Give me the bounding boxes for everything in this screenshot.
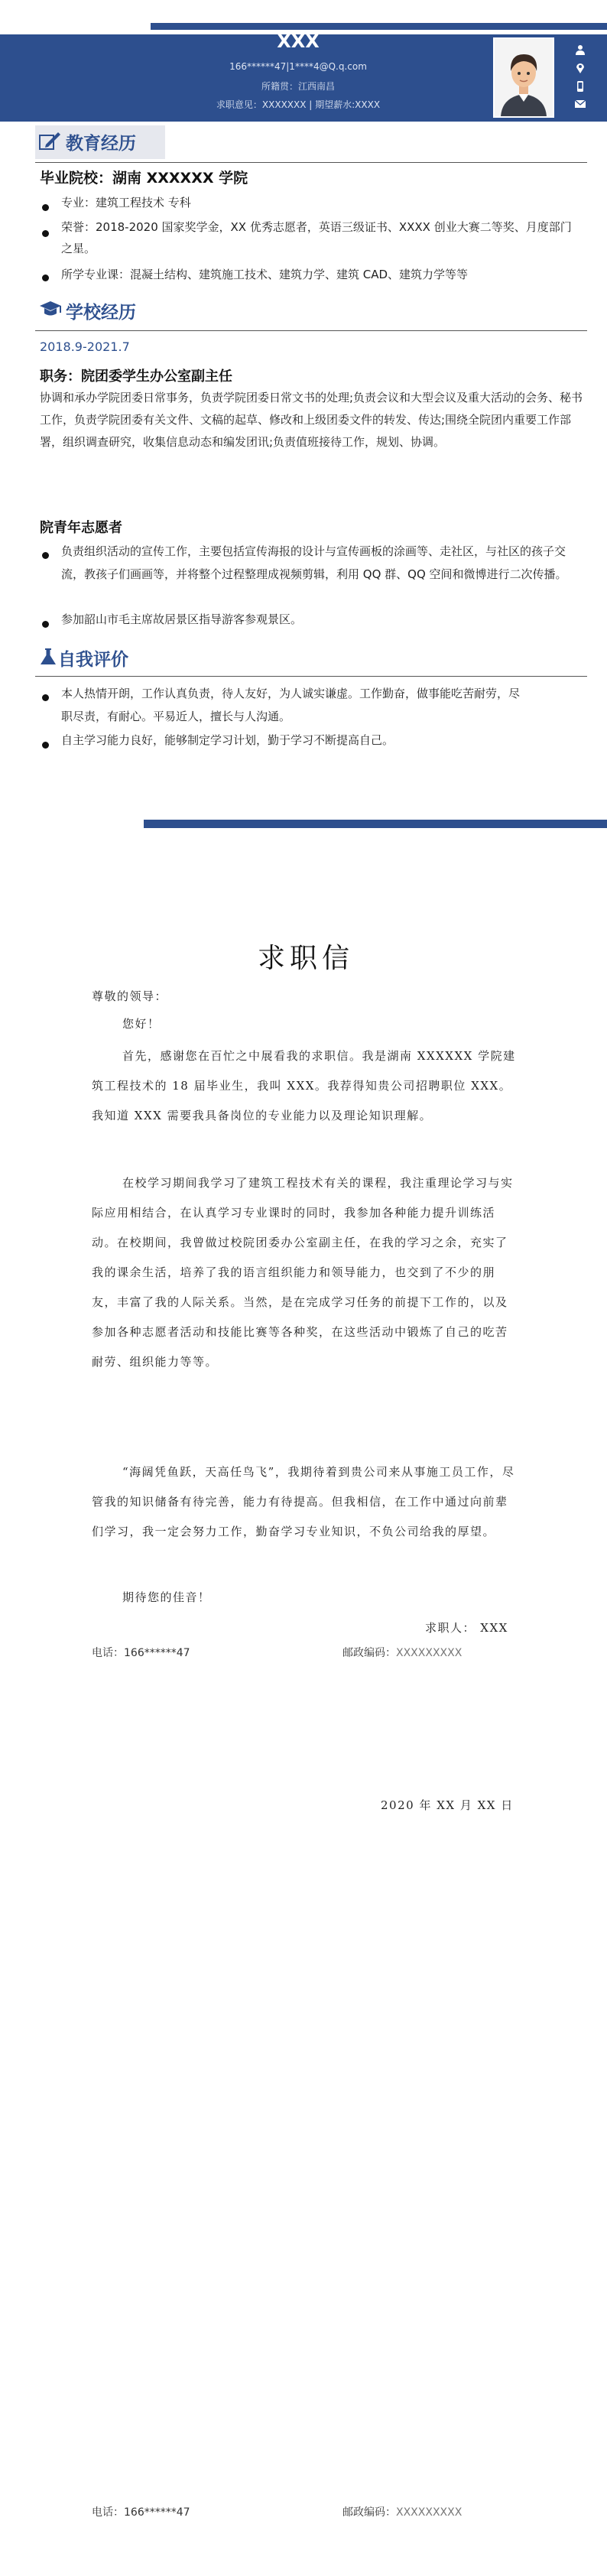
section-divider — [35, 676, 587, 677]
phone-icon — [573, 81, 587, 92]
postcode-label: 邮政编码： — [342, 1647, 396, 1659]
bullet — [42, 230, 49, 237]
self-eval-item: 自主学习能力良好，能够制定学习计划，勤于学习不断提高自己。 — [61, 733, 394, 747]
phone-value: 166******47 — [124, 1647, 190, 1659]
bullet — [42, 621, 49, 628]
self-eval-item: 本人热情开朗，工作认真负责，待人友好，为人诚实谦虚。工作勤奋，做事能吃苦耐劳，尽职尽责，有耐心。平易近人，擅长与人沟通。 — [61, 687, 521, 723]
letter-signature: 求职人： XXX — [425, 1621, 508, 1635]
self-eval-title: 自我评价 — [58, 650, 128, 670]
education-item: 荣誉：2018-2020 国家奖学金，XX 优秀志愿者，英语三级证书、XXXX 创业大赛二等奖、月度部门之星。 — [61, 220, 572, 255]
avatar — [493, 37, 554, 118]
letter-closing: 期待您的佳音！ — [122, 1590, 211, 1604]
bullet — [42, 274, 49, 281]
phone-label: 电话： — [92, 1647, 124, 1659]
phone-label: 电话： — [92, 2506, 124, 2519]
letter-paragraph: 首先，感谢您在百忙之中展看我的求职信。我是湖南 XXXXXX 学院建筑工程技术的 18 届毕业生，我叫 XXX。我荐得知贵公司招聘职位 XXX。我知道 XXX 需要我具备岗位的专业能力以及理论知识理解。 — [92, 1049, 516, 1122]
bullet — [42, 204, 49, 211]
candidate-name: XXX — [277, 31, 320, 52]
footer-phone — [92, 2504, 190, 2519]
letter-greeting: 尊敬的领导： — [92, 989, 168, 1003]
location-line: 所籍贯：江西南昌 — [261, 81, 335, 92]
mail-icon — [573, 99, 587, 110]
letter-paragraph: 在校学习期间我学习了建筑工程技术有关的课程，我注重理论学习与实际应用相结合，在认真学习专业课时的同时，我参加各种能力提升训练活动。在校期间，我曾做过校院团委办公室副主任，在我的学习之余，充实了我的课余生活，培养了我的语言组织能力和领导能力，也交到了不少的朋友，丰富了我的人际关系。当然，是在完成学习任务的前提下工作的，以及参加各种志愿者活动和技能比赛等各种奖，在这些活动中锻炼了自己的吃苦耐劳、组织能力等等。 — [92, 1176, 514, 1369]
bullet — [42, 694, 49, 701]
volunteer-org: 院青年志愿者 — [40, 520, 122, 536]
letter-date: 2020 年 XX 月 XX 日 — [381, 1798, 514, 1812]
section-divider — [35, 162, 587, 163]
education-item: 所学专业课：混凝土结构、建筑施工技术、建筑力学、建筑 CAD、建筑力学等等 — [61, 268, 469, 281]
postcode-label: 邮政编码： — [342, 2506, 396, 2519]
postcode-value: XXXXXXXXX — [396, 1647, 463, 1659]
volunteer-item: 负责组织活动的宣传工作，主要包括宣传海报的设计与宣传画板的涂画等、走社区，与社区的孩子交流，教孩子们画画等，并将整个过程整理成视频剪辑，利用 QQ 群、QQ 空间和微博进行二次传播。 — [61, 544, 567, 581]
bullet — [42, 552, 49, 559]
edit-icon — [38, 131, 61, 154]
flask-icon — [38, 647, 58, 670]
section-divider — [35, 330, 587, 331]
volunteer-item: 参加韶山市毛主席故居景区指导游客参观景区。 — [61, 612, 303, 626]
school-exp-title: 学校经历 — [66, 303, 136, 323]
footer-postcode — [342, 2504, 462, 2519]
letter-hello: 您好！ — [122, 1017, 161, 1031]
graduation-cap-icon — [38, 300, 63, 321]
footer-postcode — [342, 1645, 462, 1660]
intention-line: 求职意见：XXXXXXX | 期望薪水:XXXX — [216, 99, 381, 110]
experience-description: 协调和承办学院团委日常事务，负责学院团委日常文书的处理;负责会议和大型会议及重大活动的会务、秘书工作，负责学院团委有关文件、文稿的起草、修改和上级团委文件的转发、传达;围绕全院团内重要工作部署，组织调查研究，收集信息动态和编发团讯;负责值班接待工作，规划、协调。 — [40, 391, 583, 449]
phone-value: 166******47 — [124, 2506, 190, 2519]
letter-paragraph: “海阔凭鱼跃，天高任鸟飞”，我期待着到贵公司来从事施工员工作，尽管我的知识储备有待完善，能力有待提高。但我相信，在工作中通过向前辈们学习，我一定会努力工作，勤奋学习专业知识，不负公司给我的厚望。 — [92, 1465, 515, 1538]
footer-phone — [92, 1645, 190, 1660]
location-icon — [573, 63, 587, 73]
postcode-value: XXXXXXXXX — [396, 2506, 463, 2519]
person-icon — [573, 44, 587, 55]
page-break-stripe — [144, 820, 607, 828]
contact-line: 166******47|1****4@Q.q.com — [229, 61, 367, 72]
education-item: 专业：建筑工程技术 专科 — [61, 196, 191, 210]
top-accent-stripe — [151, 23, 607, 30]
letter-title: 求职信 — [257, 943, 354, 974]
education-title: 教育经历 — [66, 134, 136, 154]
experience-role: 职务：院团委学生办公室副主任 — [40, 369, 232, 385]
experience-date: 2018.9-2021.7 — [40, 339, 130, 354]
school-name: 毕业院校：湖南 XXXXXX 学院 — [40, 170, 248, 187]
bullet — [42, 742, 49, 749]
